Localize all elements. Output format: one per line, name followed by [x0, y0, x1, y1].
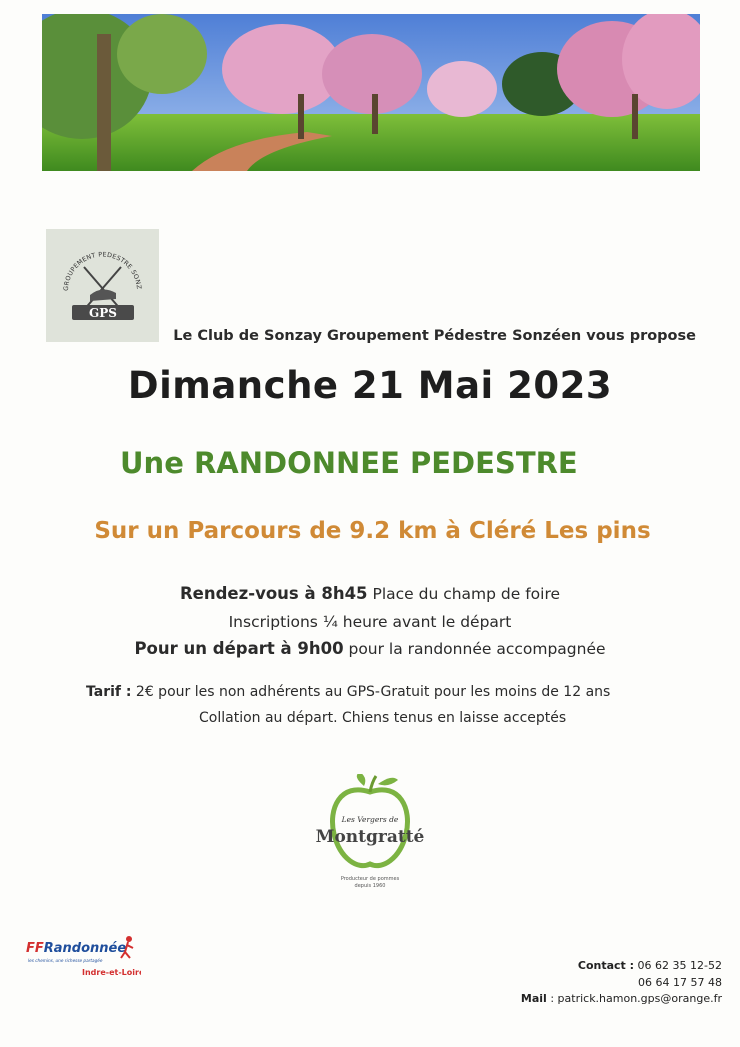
contact-mail [521, 991, 722, 1008]
route-description: Sur un Parcours de 9.2 km à Cléré Les pins [94, 518, 651, 544]
park-banner-image [42, 14, 700, 171]
contact-phone-1 [521, 958, 722, 975]
orchard-small-text: Les Vergers de [341, 815, 399, 824]
orchard-sponsor-logo [300, 774, 440, 894]
departure-detail: pour la randonnée accompagnée [343, 640, 606, 658]
logo-arc-text: GROUPEMENT PEDESTRE SONZ [62, 251, 143, 292]
price-text: 2€ pour les non adhérents au GPS-Gratuit pour les moins de 12 ans [131, 684, 611, 700]
event-date: Dimanche 21 Mai 2023 [127, 364, 613, 407]
contact-phone-2: 06 64 17 57 48 [638, 975, 722, 989]
mail-label: Mail [520, 992, 547, 1005]
meeting-time: Rendez-vous à 8h45 [179, 584, 368, 603]
logo-badge-text: GPS [89, 306, 117, 320]
departure-line [0, 639, 740, 658]
departure-time: Pour un départ à 9h00 [134, 639, 344, 658]
ffrandonnee-logo [26, 930, 141, 980]
snack-dogs-line: Collation au départ. Chiens tenus en laisse acceptés [199, 710, 567, 726]
price-label: Tarif : [86, 684, 132, 700]
club-intro-line: Le Club de Sonzay Groupement Pédestre Sonzéen vous propose [173, 328, 696, 344]
phone-1: 06 62 35 12-52 [634, 959, 722, 972]
registration-line: Inscriptions ¼ heure avant le départ [228, 613, 512, 631]
ffr-brand-ff: FF [26, 941, 44, 956]
gps-club-logo [46, 229, 159, 342]
orchard-name: Montgratté [315, 827, 425, 847]
ffr-region: Indre-et-Loire [82, 968, 141, 977]
meeting-place: Place du champ de foire [367, 585, 561, 603]
ffr-tagline: les chemins, une richesse partagée [28, 958, 103, 963]
mail-address: : patrick.hamon.gps@orange.fr [546, 992, 722, 1005]
meeting-line [0, 584, 740, 603]
svg-text:GROUPEMENT PEDESTRE SONZEEN [46, 229, 142, 291]
price-line [86, 684, 610, 700]
orchard-sub2: depuis 1960 [354, 883, 386, 889]
svg-text:FFRandonnée [26, 941, 126, 956]
event-headline: Une RANDONNEE PEDESTRE [120, 446, 578, 480]
orchard-sub1: Producteur de pommes [340, 876, 400, 882]
ffr-brand-rest: Randonnée [43, 941, 127, 956]
contact-block [521, 958, 722, 1008]
contact-label: Contact : [577, 959, 635, 972]
